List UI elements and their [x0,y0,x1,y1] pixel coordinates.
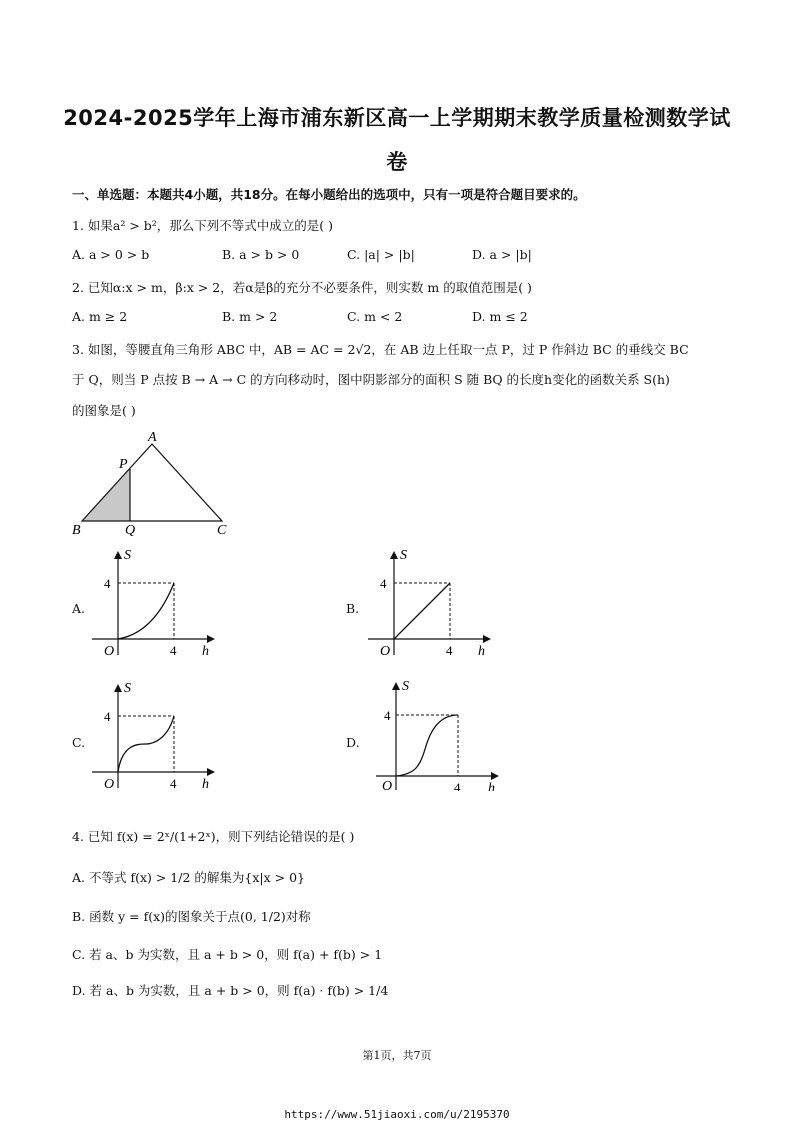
curve-a [118,583,174,639]
q3-option-d-label: D. [346,735,360,750]
triangle-figure [70,428,240,540]
origin-label: O [380,644,391,659]
q4-option-c: C. 若 a、b 为实数，且 a + b > 0，则 f(a) + f(b) > 1 [72,947,383,962]
curve-b [394,583,450,639]
q1-option-a: A. a > 0 > b [72,247,150,262]
source-link[interactable]: https://www.51jiaoxi.com/u/2195370 [284,1108,510,1121]
q1-stem: 1. 如果a² > b²，那么下列不等式中成立的是( ) [72,218,334,233]
curve-d [396,715,458,776]
q4-option-d: D. 若 a、b 为实数，且 a + b > 0，则 f(a) · f(b) > 1/4 [72,983,389,998]
label-a: A [148,430,157,445]
tick-label-4-y: 4 [380,576,387,591]
tick-label-4-y: 4 [104,576,111,591]
section-heading: 一、单选题：本题共4小题，共18分。在每小题给出的选项中，只有一项是符合题目要求的。 [72,187,586,202]
axis-label-h: h [488,781,495,791]
axis-label-s: S [124,548,131,563]
q3-option-b-label: B. [346,601,360,616]
q3-line2: 于 Q，则当 P 点按 B → A → C 的方向移动时，图中阴影部分的面积 S 随 BQ 的长度h变化的函数关系 S(h) [72,372,670,387]
label-c: C [217,523,227,538]
q3-option-a-label: A. [72,601,86,616]
page-footer: 第1页，共7页 [362,1049,432,1062]
q3-option-c-label: C. [72,735,86,750]
tick-label-4-x: 4 [446,643,453,658]
page-title: 2024-2025学年上海市浦东新区高一上学期期末教学质量检测数学试 [63,106,731,130]
tick-label-4-y: 4 [384,708,391,723]
axis-label-s: S [400,548,407,563]
graph-option-b [364,545,496,660]
label-q: Q [125,523,136,538]
origin-label: O [104,644,115,659]
axis-label-s: S [402,679,409,694]
tick-label-4-x: 4 [170,643,177,658]
tick-label-4-y: 4 [104,709,111,724]
q2-option-b: B. m > 2 [222,309,278,324]
tick-label-4-x: 4 [454,780,461,791]
q1-option-b: B. a > b > 0 [222,247,300,262]
q2-option-a: A. m ≥ 2 [72,309,128,324]
q2-stem: 2. 已知α:x > m，β:x > 2，若α是β的充分不必要条件，则实数 m 的取值范围是( ) [72,280,532,295]
origin-label: O [382,779,393,791]
tick-label-4-x: 4 [170,776,177,791]
q2-option-d: D. m ≤ 2 [472,309,528,324]
q1-option-d: D. a > |b| [472,247,532,262]
q2-option-c: C. m < 2 [347,309,403,324]
graph-option-c [88,678,220,793]
q4-stem: 4. 已知 f(x) = 2ˣ/(1+2ˣ)，则下列结论错误的是( ) [72,829,355,844]
axis-label-h: h [478,644,485,659]
curve-c [118,716,174,772]
label-b: B [72,523,81,538]
graph-option-d [372,676,504,791]
q3-line1: 3. 如图，等腰直角三角形 ABC 中，AB = AC = 2√2，在 AB 边上任取一点 P，过 P 作斜边 BC 的垂线交 BC [72,342,689,357]
q3-line3: 的图象是( ) [72,403,136,418]
page-title-cont: 卷 [386,150,408,174]
q4-option-a: A. 不等式 f(x) > 1/2 的解集为{x|x > 0} [72,870,305,885]
q4-option-b: B. 函数 y = f(x)的图象关于点(0, 1/2)对称 [72,909,311,924]
graph-option-a [88,545,220,660]
axis-label-s: S [124,681,131,696]
q1-option-c: C. |a| > |b| [347,247,415,262]
origin-label: O [104,777,115,792]
axis-label-h: h [202,777,209,792]
label-p: P [119,457,128,472]
axis-label-h: h [202,644,209,659]
